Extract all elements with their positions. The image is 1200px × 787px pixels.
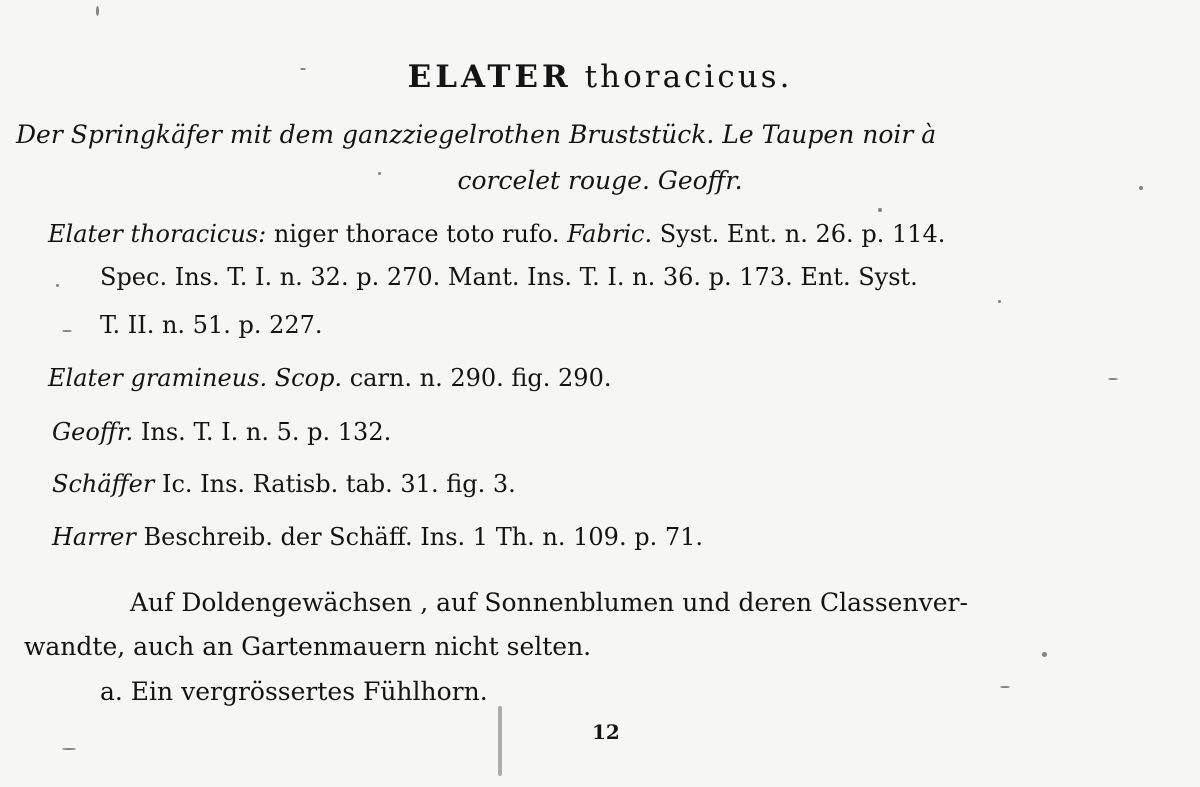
reference-geoffroy: [52, 420, 391, 444]
speck: [1042, 652, 1047, 657]
reference-name: Harrer: [52, 523, 136, 551]
reference-fabricius-line-2: Spec. Ins. T. I. n. 32. p. 270. Mant. Ins. T. I. n. 36. p. 173. Ent. Syst.: [100, 263, 918, 291]
speck: [56, 284, 59, 287]
reference-fabricius: [48, 222, 945, 246]
page-number: 12: [592, 720, 620, 744]
speck: [378, 172, 381, 175]
speck: [998, 300, 1001, 303]
reference-citation: carn. n. 290. fig. 290.: [342, 364, 612, 392]
speck: [498, 706, 502, 776]
reference-name: Geoffr.: [52, 418, 134, 446]
reference-name: Schäffer: [52, 470, 155, 498]
speck: [62, 330, 72, 332]
title-genus: ELATER: [407, 59, 572, 95]
reference-schaeffer: [52, 472, 516, 496]
reference-diagnosis: niger thorace toto rufo.: [266, 220, 568, 248]
speck: [1000, 686, 1010, 688]
speck: [1139, 186, 1143, 190]
reference-name: Elater gramineus.: [48, 364, 268, 392]
page-title: [0, 59, 1200, 95]
reference-author: Scop.: [274, 364, 343, 392]
reference-harrer: [52, 525, 703, 549]
speck: [878, 208, 882, 212]
common-name-line-2: corcelet rouge. Geoffr.: [457, 166, 743, 195]
speck: [300, 68, 306, 70]
figure-note: a. Ein vergrössertes Fühlhorn.: [100, 677, 488, 706]
common-name-line-1: Der Springkäfer mit dem ganzziegelrothen Bruststück. Le Taupen noir à: [16, 120, 937, 149]
habitat-line-2: wandte, auch an Gartenmauern nicht selten.: [24, 632, 592, 661]
title-species: thoracicus.: [584, 59, 793, 95]
reference-citation: Ins. T. I. n. 5. p. 132.: [133, 418, 392, 446]
speck: [62, 748, 76, 750]
reference-citation: Syst. Ent. n. 26. p. 114.: [652, 220, 946, 248]
reference-fabricius-line-3: T. II. n. 51. p. 227.: [100, 311, 323, 339]
reference-author: Fabric.: [567, 220, 653, 248]
reference-citation: Ic. Ins. Ratisb. tab. 31. fig. 3.: [154, 470, 516, 498]
habitat-line-1: Auf Doldengewächsen , auf Sonnenblumen und deren Classenver-: [130, 588, 968, 617]
reference-scopoli: [48, 366, 611, 390]
reference-citation: Beschreib. der Schäff. Ins. 1 Th. n. 109. p. 71.: [135, 523, 703, 551]
speck: [96, 6, 99, 16]
speck: [1108, 378, 1118, 380]
reference-name: Elater thoracicus:: [48, 220, 267, 248]
